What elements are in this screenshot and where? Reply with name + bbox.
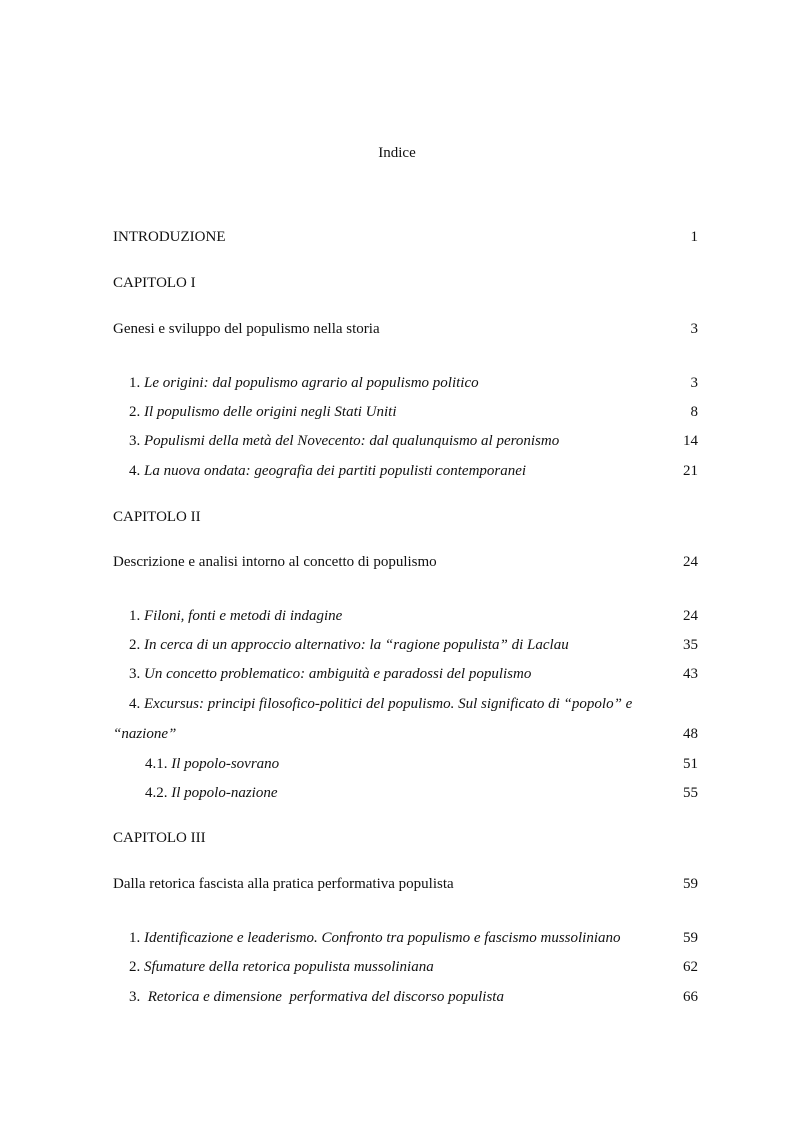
toc-entry-page: 59 bbox=[683, 930, 698, 946]
toc-section-entry bbox=[113, 957, 698, 977]
toc-section-number: 1. bbox=[129, 375, 144, 391]
page-title: Indice bbox=[378, 145, 416, 161]
toc-entry-page: 24 bbox=[683, 608, 698, 624]
toc-section-number: 4. bbox=[129, 463, 144, 479]
toc-section-entry bbox=[113, 694, 698, 714]
toc-entry-text: Dalla retorica fascista alla pratica performativa populista bbox=[113, 876, 454, 892]
toc-chapter-title bbox=[113, 552, 698, 572]
toc-entry-text: Populismi della metà del Novecento: dal qualunquismo al peronismo bbox=[144, 433, 560, 449]
toc-entry-text: INTRODUZIONE bbox=[113, 229, 226, 245]
toc-entry-text: Identificazione e leaderismo. Confronto tra populismo e fascismo mussoliniano bbox=[144, 930, 621, 946]
toc-entry-text: CAPITOLO II bbox=[113, 509, 201, 525]
toc-entry-text: Il popolo-sovrano bbox=[171, 756, 280, 772]
toc-section-entry bbox=[113, 402, 698, 422]
toc-entry-text: Filoni, fonti e metodi di indagine bbox=[144, 608, 343, 624]
toc-chapter-heading bbox=[113, 507, 698, 527]
toc-entry-text: La nuova ondata: geografia dei partiti populisti contemporanei bbox=[144, 463, 527, 479]
toc-section-entry bbox=[113, 461, 698, 481]
toc-section-number: 3. bbox=[129, 989, 148, 1005]
toc-entry-introduction bbox=[113, 227, 698, 247]
toc-entry-text: Un concetto problematico: ambiguità e paradossi del populismo bbox=[144, 666, 532, 682]
toc-chapter-heading bbox=[113, 273, 698, 293]
toc-entry-page: 51 bbox=[683, 756, 698, 772]
toc-entry-page: 66 bbox=[683, 989, 698, 1005]
toc-entry-page: 3 bbox=[690, 321, 698, 337]
toc-section-entry bbox=[113, 987, 698, 1007]
toc-section-entry bbox=[113, 606, 698, 626]
toc-section-entry bbox=[113, 431, 698, 451]
toc-section-continuation bbox=[113, 724, 698, 744]
toc-section-number: 2. bbox=[129, 959, 144, 975]
toc-section-number: 2. bbox=[129, 637, 144, 653]
toc-entry-page: 62 bbox=[683, 959, 698, 975]
toc-section-number: 4.1. bbox=[145, 756, 172, 772]
toc-entry-page: 14 bbox=[683, 433, 698, 449]
toc-entry-text: Il populismo delle origini negli Stati Uniti bbox=[144, 404, 397, 420]
toc-section-number: 1. bbox=[129, 930, 144, 946]
toc-entry-text: CAPITOLO III bbox=[113, 830, 206, 846]
toc-section-entry bbox=[113, 928, 698, 948]
toc-entry-text: Retorica e dimensione performativa del discorso populista bbox=[147, 989, 504, 1005]
toc-entry-text: Le origini: dal populismo agrario al populismo politico bbox=[144, 375, 479, 391]
toc-entry-text: CAPITOLO I bbox=[113, 275, 196, 291]
toc-section-number: 4.2. bbox=[145, 785, 172, 801]
toc-chapter-title bbox=[113, 319, 698, 339]
toc-entry-page: 3 bbox=[690, 375, 698, 391]
toc-entry-page: 35 bbox=[683, 637, 698, 653]
toc-entry-text: In cerca di un approccio alternativo: la “ragione populista” di Laclau bbox=[144, 637, 569, 653]
toc-chapter-title bbox=[113, 874, 698, 894]
toc-entry-page: 24 bbox=[683, 554, 698, 570]
toc-entry-page: 8 bbox=[690, 404, 698, 420]
toc-subsection-entry bbox=[113, 754, 698, 774]
toc-section-number: 2. bbox=[129, 404, 144, 420]
toc-section-number: 3. bbox=[129, 433, 144, 449]
toc-entry-text: Excursus: principi filosofico-politici del populismo. Sul significato di “popolo” e bbox=[144, 696, 633, 712]
toc-section-number: 3. bbox=[129, 666, 144, 682]
toc-section-number: 1. bbox=[129, 608, 144, 624]
toc-entry-text: Il popolo-nazione bbox=[171, 785, 278, 801]
toc-entry-page: 43 bbox=[683, 666, 698, 682]
toc-entry-text: Genesi e sviluppo del populismo nella storia bbox=[113, 321, 380, 337]
toc-chapter-heading bbox=[113, 828, 698, 848]
toc-entry-page: 1 bbox=[690, 229, 698, 245]
toc-section-entry bbox=[113, 635, 698, 655]
toc-section-number: 4. bbox=[129, 696, 144, 712]
toc-entry-page: 48 bbox=[683, 726, 698, 742]
toc-entry-text: “nazione” bbox=[113, 726, 177, 742]
toc-subsection-entry bbox=[113, 783, 698, 803]
toc-entry-page: 55 bbox=[683, 785, 698, 801]
toc-entry-text: Descrizione e analisi intorno al concetto di populismo bbox=[113, 554, 437, 570]
toc-section-entry bbox=[113, 664, 698, 684]
toc-entry-page: 21 bbox=[683, 463, 698, 479]
toc-entry-text: Sfumature della retorica populista mussoliniana bbox=[144, 959, 434, 975]
toc-entry-page: 59 bbox=[683, 876, 698, 892]
toc-section-entry bbox=[113, 373, 698, 393]
